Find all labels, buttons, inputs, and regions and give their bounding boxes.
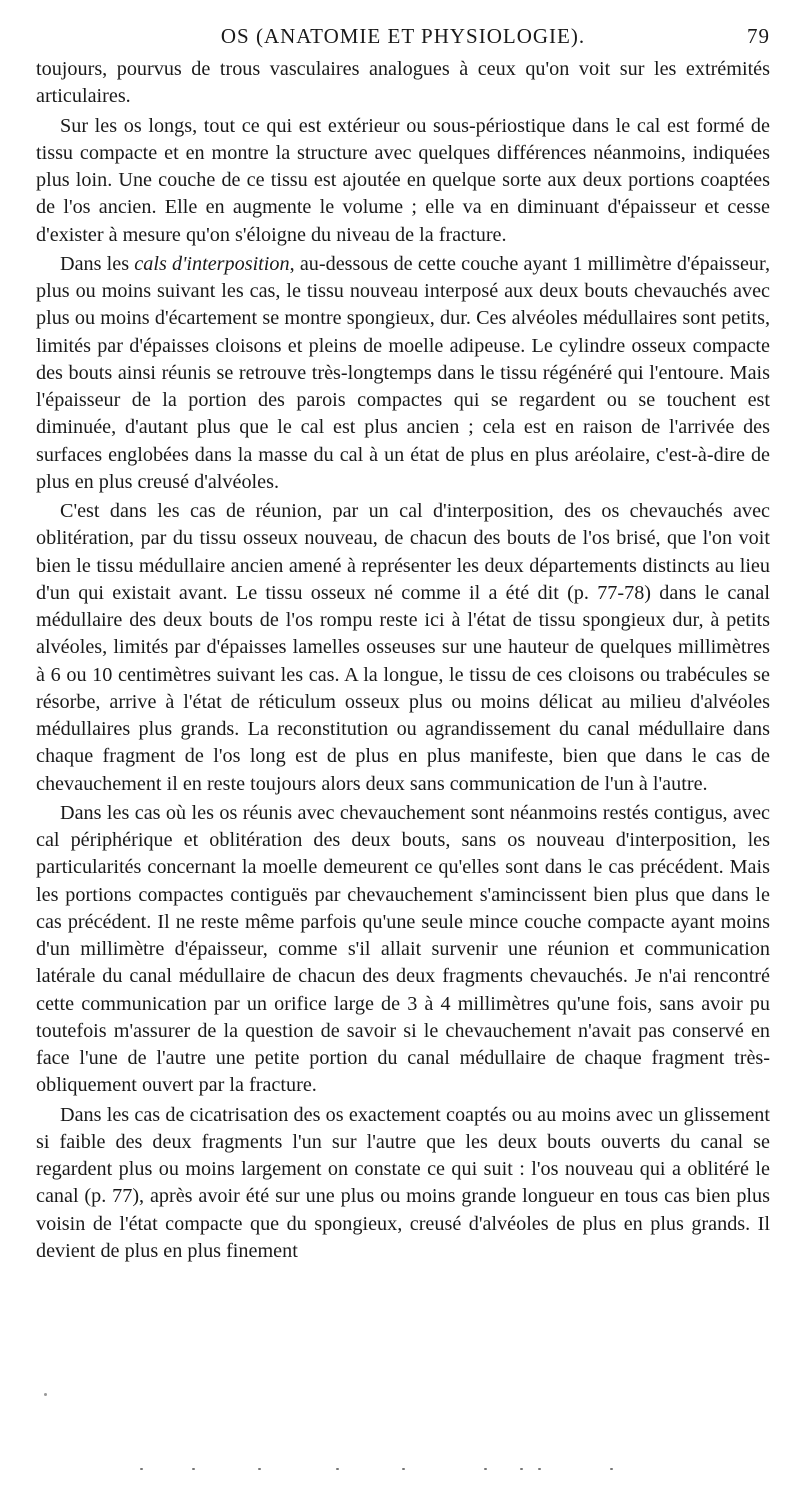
paragraph-cicatrisation: Dans les cas de cicatrisation des os exactement coaptés ou au moins avec un glissement si faible des deux fragments l'un sur l'autre que les deux bouts ouverts du canal se regardent plus ou moins largement on constate ce qui suit : l'os nouveau qui a oblitéré le canal (p. 77), après avoir été sur une plus ou moins grande longueur en tous cas bien plus voisin de l'état compacte que du spongieux, creusé d'alvéoles de plus en plus grands. Il devient de plus en plus finement [36, 1103, 770, 1262]
paragraph-interposition-lead: Dans les [60, 252, 135, 275]
document-page [36, 24, 770, 1265]
running-header [36, 24, 770, 56]
paragraph-long-bones: Sur les os longs, tout ce qui est extérieur ou sous-périostique dans le cal est formé de tissu compacte et en montre la structure avec quelques différences néanmoins, indiquées plus loin. Une couche de ce tissu est ajoutée en quelque sorte aux deux portions coaptées de l'os ancien. Elle en augmente le volume ; elle va en diminuant d'épaisseur et cesse d'exister à mesure qu'on s'éloigne du niveau de la fracture. [36, 114, 770, 246]
paragraph-interposition [36, 251, 770, 496]
paragraph-interposition-rest: , au-dessous de cette couche ayant 1 millimètre d'épaisseur, plus ou moins suivant les cas, le tissu nouveau interposé aux deux bouts chevauchés avec plus ou moins d'écartement se montre spongieux, dur. Ces alvéoles médullaires sont petits, limités par d'épaisses cloisons et pleins de moelle adipeuse. Le cylindre osseux compacte des bouts ainsi réunis se retrouve très-longtemps dans le tissu régénéré qui l'entoure. Mais l'épaisseur de la portion des parois compactes qui se regardent ou se touchent est diminuée, d'autant plus que le cal est plus ancien ; cela est en raison de l'arrivée des surfaces englobées dans la masse du cal à un état de plus en plus aréolaire, c'est-à-dire de plus en plus creusé d'alvéoles. [36, 252, 770, 493]
footer-specks [140, 1468, 640, 1472]
paragraph-continuation: toujours, pourvus de trous vasculaires analogues à ceux qu'on voit sur les extrémités articulaires. [36, 58, 770, 108]
emphasis-cals-interposition: cals d'interposition [134, 252, 290, 275]
running-title: OS (ANATOMIE ET PHYSIOLOGIE). [220, 24, 586, 48]
page-number: 79 [747, 24, 770, 48]
margin-speck [44, 1393, 47, 1396]
paragraph-chevauchement: Dans les cas où les os réunis avec chevauchement sont néanmoins restés contigus, avec cal périphérique et oblitération des deux bouts, sans os nouveau d'interposition, les particularités concernant la moelle demeurent ce qu'elles sont dans le cas précédent. Mais les portions compactes contiguës par chevauchement s'amincissent bien plus que dans le cas précédent. Il ne reste même parfois qu'une seule mince couche compacte ayant moins d'un millimètre d'épaisseur, comme s'il allait survenir une réunion et communication latérale du canal médullaire de chacun des deux fragments chevauchés. Je n'ai rencontré cette communication par un orifice large de 3 à 4 millimètres qu'une fois, sans avoir pu toutefois m'assurer de la question de savoir si le chevauchement n'avait pas conservé en face l'une de l'autre une petite portion du canal médullaire de chaque fragment très-obliquement ouvert par la fracture. [36, 801, 770, 1097]
paragraph-reunion: C'est dans les cas de réunion, par un cal d'interposition, des os chevauchés avec oblitération, par du tissu osseux nouveau, de chacun des bouts de l'os brisé, que l'on voit bien le tissu médullaire ancien amené à représenter les deux départements distincts au lieu d'un qui existait avant. Le tissu osseux né comme il a été dit (p. 77-78) dans le canal médullaire des deux bouts de l'os rompu reste ici à l'état de tissu spongieux dur, à petits alvéoles, limités par d'épaisses lamelles osseuses sur une hauteur de quelques millimètres à 6 ou 10 centimètres suivant les cas. A la longue, le tissu de ces cloisons ou trabécules se résorbe, arrive à l'état de réticulum osseux plus ou moins délicat au milieu d'alvéoles médullaires plus grands. La reconstitution ou agrandissement du canal médullaire dans chaque fragment de l'os long est de plus en plus manifeste, bien que dans le cas de chevauchement il en reste toujours alors deux sans communication de l'un à l'autre. [36, 500, 770, 795]
body-text [36, 56, 770, 1265]
